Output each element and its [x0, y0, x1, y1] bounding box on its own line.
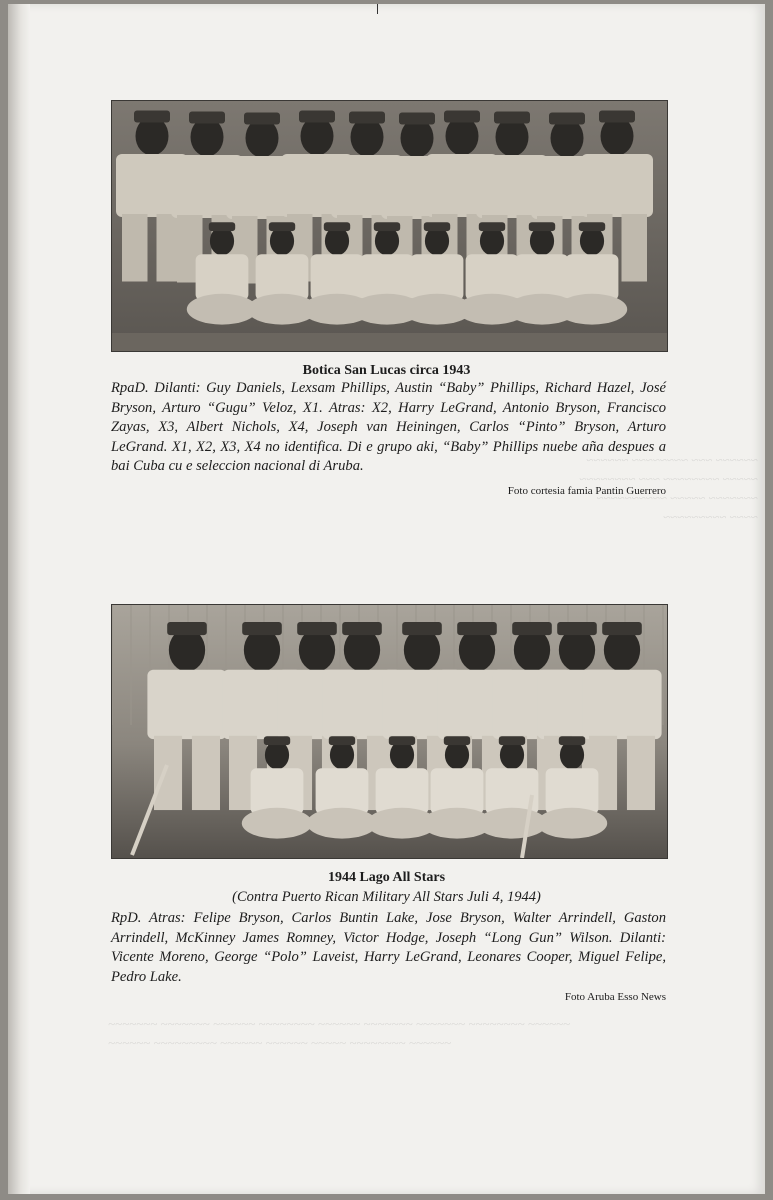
team-photo-image: [112, 605, 667, 858]
team-photo-image: [112, 101, 667, 351]
photo2-subtitle: (Contra Puerto Rican Military All Stars Juli 4, 1944): [232, 889, 541, 905]
photo2-credit: Foto Aruba Esso News: [564, 991, 666, 1003]
photo1-title: Botica San Lucas circa 1943: [302, 363, 471, 378]
page-crop-mark: [377, 4, 378, 14]
photo1-credit: Foto cortesia famia Pantin Guerrero: [507, 485, 666, 497]
team-photo-botica-san-lucas: [111, 100, 668, 352]
photo2-title: 1944 Lago All Stars: [327, 870, 446, 885]
book-page: [8, 4, 765, 1194]
photo1-caption: RpaD. Dilanti: Guy Daniels, Lexsam Phillips, Austin “Baby” Phillips, Richard Hazel, José Bryson, Arturo “Gugu” Veloz, X1. Atras: X2, Harry LeGrand, Antonio Bryson, Francisco Zayas, X3, Albert Nichols, X4, Joseph van Heiningen, Carlos “Pinto” Bryson, Arturo LeGrand. X1, X2, X3, X4 no identifica. Di e grupo aki, “Baby” Phillips nuebe aña despues a bai Cuba cu e seleccion nacional di Aruba.: [111, 380, 666, 474]
bleed-through-text-1: ~~~~~~ ~~~ ~~~~~~~~ ~~~~~~ ~~~~~ ~~~~~~~~ ~~~ ~~~~~~~~ ~~~~~~~ ~~~~~ ~~~~~~~~~~ ~~~~ ~~~~~~~~~: [579, 452, 758, 524]
photo2-caption: RpD. Atras: Felipe Bryson, Carlos Buntin Lake, Jose Bryson, Walter Arrindell, Gaston Arrindell, McKinney James Romney, Victor Hodge, Joseph “Long Gun” Wilson. Dilanti: Vicente Moreno, George “Polo” Laveist, Harry LeGrand, Leonares Cooper, Miguel Felipe, Pedro Lake.: [111, 910, 666, 985]
team-photo-lago-all-stars: [111, 604, 668, 859]
bleed-through-text-2: ~~~~~~~ ~~~~~~~ ~~~~~~ ~~~~~~~~ ~~~~~~ ~~~~~~~ ~~~~~~~ ~~~~~~~~ ~~~~~~ ~~~~~~ ~~~~~~~~~ ~~~~~~ ~~~~~~ ~~~~~ ~~~~~~~~ ~~~~~~: [108, 1016, 571, 1050]
page-gutter: [8, 4, 30, 1194]
